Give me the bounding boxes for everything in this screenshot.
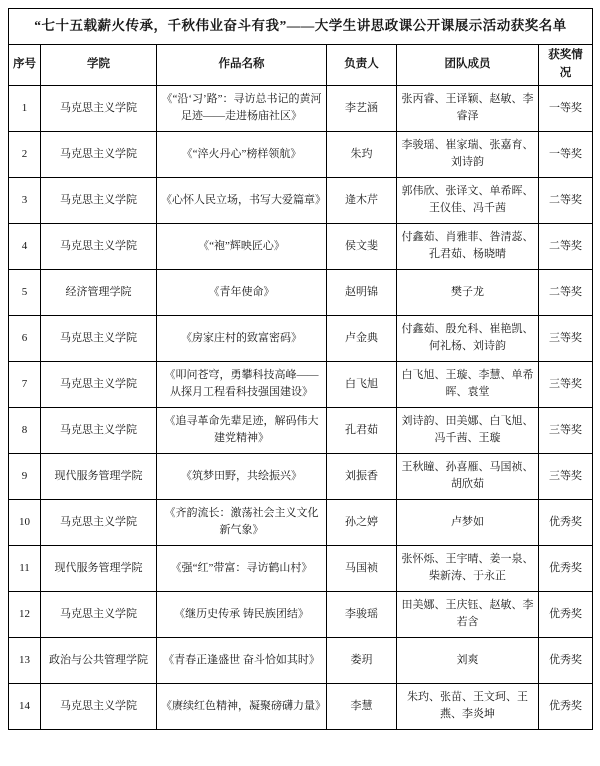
table-row <box>9 131 593 177</box>
cell-college: 马克思主义学院 <box>41 499 157 545</box>
cell-work: 《强“红”带富：寻访鹤山村》 <box>157 545 327 591</box>
table-row <box>9 223 593 269</box>
cell-award: 优秀奖 <box>539 545 593 591</box>
cell-award: 优秀奖 <box>539 591 593 637</box>
cell-no: 10 <box>9 499 41 545</box>
cell-team: 李骏瑶、崔家瑞、张嘉育、刘诗韵 <box>397 131 539 177</box>
table-row <box>9 683 593 729</box>
cell-no: 14 <box>9 683 41 729</box>
cell-no: 7 <box>9 361 41 407</box>
cell-work: 《房家庄村的致富密码》 <box>157 315 327 361</box>
cell-team: 郭伟欣、张译文、单希晖、王仪佳、冯千茜 <box>397 177 539 223</box>
cell-leader: 马国祯 <box>327 545 397 591</box>
cell-no: 5 <box>9 269 41 315</box>
cell-team: 樊子龙 <box>397 269 539 315</box>
table-row <box>9 407 593 453</box>
table-row <box>9 177 593 223</box>
cell-work: 《“袍”辉映匠心》 <box>157 223 327 269</box>
cell-award: 三等奖 <box>539 407 593 453</box>
cell-team: 刘诗韵、田美娜、白飞旭、冯千茜、王璇 <box>397 407 539 453</box>
cell-work: 《青春正逢盛世 奋斗恰如其时》 <box>157 637 327 683</box>
cell-college: 马克思主义学院 <box>41 361 157 407</box>
cell-college: 马克思主义学院 <box>41 131 157 177</box>
cell-award: 三等奖 <box>539 315 593 361</box>
cell-college: 马克思主义学院 <box>41 223 157 269</box>
cell-award: 一等奖 <box>539 85 593 131</box>
cell-team: 付鑫茹、肖雅菲、昝清蕊、孔君茹、杨晓晴 <box>397 223 539 269</box>
cell-leader: 李艺涵 <box>327 85 397 131</box>
cell-work: 《继历史传承 铸民族团结》 <box>157 591 327 637</box>
cell-leader: 李慧 <box>327 683 397 729</box>
table-row <box>9 591 593 637</box>
header-row <box>9 45 593 86</box>
column-header-award: 获奖情况 <box>539 45 593 86</box>
table-row <box>9 85 593 131</box>
cell-no: 6 <box>9 315 41 361</box>
cell-leader: 白飞旭 <box>327 361 397 407</box>
table-row <box>9 453 593 499</box>
title-row <box>9 9 593 45</box>
cell-team: 朱玓、张苗、王文珂、王燕、李炎坤 <box>397 683 539 729</box>
cell-leader: 侯文斐 <box>327 223 397 269</box>
cell-work: 《齐韵流长：激荡社会主义文化新气象》 <box>157 499 327 545</box>
cell-no: 4 <box>9 223 41 269</box>
cell-work: 《筑梦田野，共绘振兴》 <box>157 453 327 499</box>
cell-leader: 朱玓 <box>327 131 397 177</box>
table-head <box>9 9 593 86</box>
table-row <box>9 545 593 591</box>
cell-team: 张丙睿、王译颖、赵敏、李睿泽 <box>397 85 539 131</box>
table-row <box>9 637 593 683</box>
table-row <box>9 269 593 315</box>
cell-no: 3 <box>9 177 41 223</box>
cell-leader: 孙之婷 <box>327 499 397 545</box>
cell-college: 马克思主义学院 <box>41 591 157 637</box>
cell-team: 付鑫茹、殷允科、崔艳凯、何礼杨、刘诗韵 <box>397 315 539 361</box>
cell-college: 现代服务管理学院 <box>41 453 157 499</box>
table-row <box>9 315 593 361</box>
cell-work: 《青年使命》 <box>157 269 327 315</box>
cell-work: 《追寻革命先辈足迹，解码伟大建党精神》 <box>157 407 327 453</box>
cell-team: 田美娜、王庆钰、赵敏、李若含 <box>397 591 539 637</box>
cell-award: 优秀奖 <box>539 499 593 545</box>
cell-work: 《心怀人民立场，书写大爱篇章》 <box>157 177 327 223</box>
cell-work: 《“淬火丹心”榜样领航》 <box>157 131 327 177</box>
table-row <box>9 361 593 407</box>
cell-college: 政治与公共管理学院 <box>41 637 157 683</box>
cell-college: 经济管理学院 <box>41 269 157 315</box>
cell-college: 马克思主义学院 <box>41 315 157 361</box>
cell-team: 刘爽 <box>397 637 539 683</box>
column-header-no: 序号 <box>9 45 41 86</box>
cell-work: 《叩问苍穹，勇攀科技高峰——从探月工程看科技强国建设》 <box>157 361 327 407</box>
cell-college: 马克思主义学院 <box>41 407 157 453</box>
cell-work: 《赓续红色精神，凝聚磅礴力量》 <box>157 683 327 729</box>
column-header-work: 作品名称 <box>157 45 327 86</box>
cell-work: 《“沿‘习’路”：寻访总书记的黄河足迹——走进杨庙社区》 <box>157 85 327 131</box>
cell-leader: 逄木芹 <box>327 177 397 223</box>
cell-team: 白飞旭、王璇、李慧、单希晖、袁堂 <box>397 361 539 407</box>
cell-award: 二等奖 <box>539 269 593 315</box>
cell-award: 优秀奖 <box>539 683 593 729</box>
column-header-team: 团队成员 <box>397 45 539 86</box>
cell-award: 二等奖 <box>539 177 593 223</box>
cell-award: 优秀奖 <box>539 637 593 683</box>
cell-team: 张怀烁、王宇晴、姜一泉、柴新涛、于永正 <box>397 545 539 591</box>
cell-team: 王秋瞳、孙喜雁、马国祯、胡欣茹 <box>397 453 539 499</box>
column-header-college: 学院 <box>41 45 157 86</box>
cell-leader: 赵明锦 <box>327 269 397 315</box>
cell-award: 一等奖 <box>539 131 593 177</box>
cell-college: 马克思主义学院 <box>41 177 157 223</box>
cell-team: 卢梦如 <box>397 499 539 545</box>
cell-leader: 卢金典 <box>327 315 397 361</box>
cell-award: 三等奖 <box>539 453 593 499</box>
cell-leader: 李骏瑶 <box>327 591 397 637</box>
cell-college: 马克思主义学院 <box>41 85 157 131</box>
cell-leader: 孔君茹 <box>327 407 397 453</box>
cell-award: 三等奖 <box>539 361 593 407</box>
award-table <box>8 8 593 730</box>
table-row <box>9 499 593 545</box>
cell-no: 2 <box>9 131 41 177</box>
cell-college: 现代服务管理学院 <box>41 545 157 591</box>
cell-no: 13 <box>9 637 41 683</box>
cell-no: 9 <box>9 453 41 499</box>
page-title: “七十五载薪火传承，千秋伟业奋斗有我”——大学生讲思政课公开课展示活动获奖名单 <box>9 9 593 45</box>
cell-leader: 娄玥 <box>327 637 397 683</box>
cell-no: 1 <box>9 85 41 131</box>
cell-no: 8 <box>9 407 41 453</box>
cell-leader: 刘振香 <box>327 453 397 499</box>
cell-award: 二等奖 <box>539 223 593 269</box>
table-body <box>9 85 593 729</box>
cell-no: 12 <box>9 591 41 637</box>
cell-college: 马克思主义学院 <box>41 683 157 729</box>
cell-no: 11 <box>9 545 41 591</box>
column-header-leader: 负责人 <box>327 45 397 86</box>
